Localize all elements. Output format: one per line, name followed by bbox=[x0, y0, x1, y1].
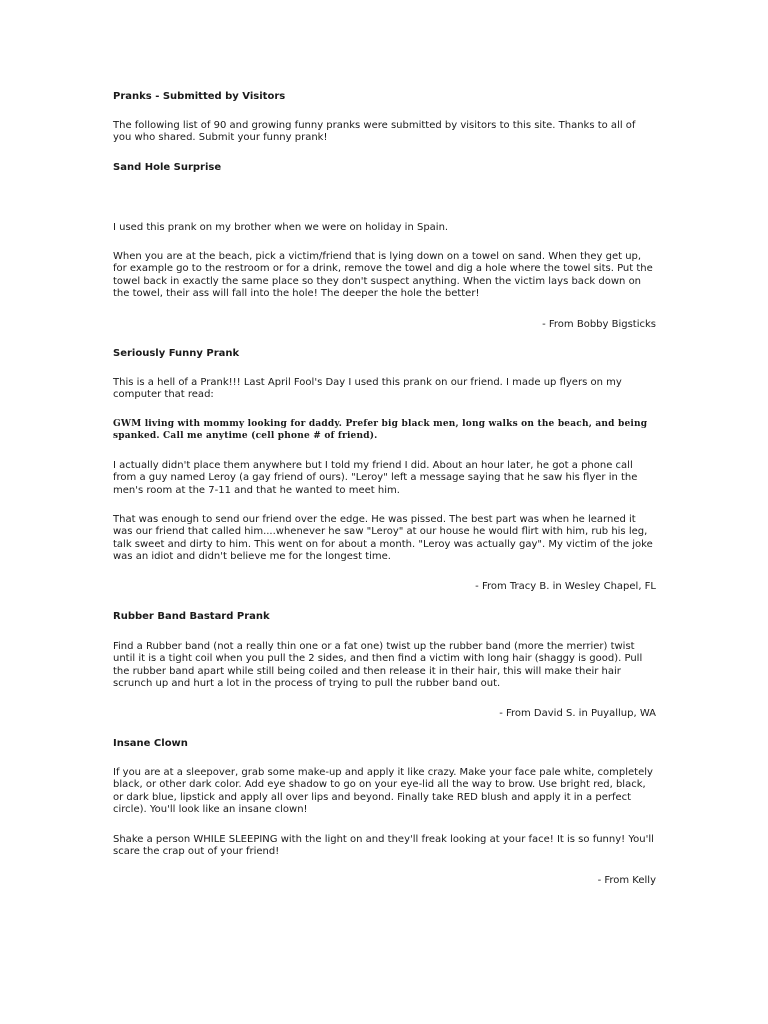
prank-paragraph: I used this prank on my brother when we were on holiday in Spain. bbox=[113, 222, 449, 233]
intro-paragraph: The following list of 90 and growing funny pranks were submitted by visitors to this site. Thanks to all of you who shared. Submit your funny prank! bbox=[113, 120, 636, 144]
prank-attribution: - From Kelly bbox=[597, 875, 656, 886]
page-title: Pranks - Submitted by Visitors bbox=[113, 91, 286, 102]
prank-title-rubber-band: Rubber Band Bastard Prank bbox=[113, 611, 270, 622]
prank-paragraph: Shake a person WHILE SLEEPING with the light on and they'll freak looking at your face! It is so funny! You'll scare the crap out of your friend! bbox=[113, 834, 654, 858]
prank-paragraph: This is a hell of a Prank!!! Last April Fool's Day I used this prank on our friend. I made up flyers on my computer that read: bbox=[113, 377, 622, 401]
prank-attribution: - From Bobby Bigsticks bbox=[542, 319, 656, 330]
prank-paragraph: That was enough to send our friend over the edge. He was pissed. The best part was when he learned it was our friend that called him....whenever he saw "Leroy" at our house he would flirt with him, rub his leg, talk sweet and dirty to him. This went on for about a month. "Leroy was actually gay". My victim of the joke was an idiot and didn't believe me for the longest time. bbox=[113, 514, 653, 563]
prank-title-insane-clown: Insane Clown bbox=[113, 738, 188, 749]
flyer-text: GWM living with mommy looking for daddy. Prefer big black men, long walks on the beach, and being spanked. Call me anytime (cell phone # of friend). bbox=[113, 419, 648, 442]
prank-attribution: - From David S. in Puyallup, WA bbox=[499, 708, 656, 719]
prank-attribution: - From Tracy B. in Wesley Chapel, FL bbox=[475, 581, 656, 592]
prank-paragraph: When you are at the beach, pick a victim/friend that is lying down on a towel on sand. When they get up, for example go to the restroom or for a drink, remove the towel and dig a hole where the towel sits. Put the towel back in exactly the same place so they don't suspect anything. When the victim lays back down on the towel, their ass will fall into the hole! The deeper the hole the better! bbox=[113, 251, 653, 300]
prank-paragraph: Find a Rubber band (not a really thin one or a fat one) twist up the rubber band (more the merrier) twist until it is a tight coil when you pull the 2 sides, and then find a victim with long hair (shaggy is good). Pull the rubber band apart while still being coiled and then release it in their hair, this will make their hair scrunch up and hurt a lot in the process of trying to pull the rubber band out. bbox=[113, 641, 643, 690]
prank-title-sand-hole: Sand Hole Surprise bbox=[113, 162, 222, 173]
prank-paragraph: If you are at a sleepover, grab some make-up and apply it like crazy. Make your face pale white, completely black, or other dark color. Add eye shadow to go on your eye-lid all the way to brow. Use bright red, black, or dark blue, lipstick and apply all over lips and beyond. Finally take RED blush and apply it in a perfect circle). You'll look like an insane clown! bbox=[113, 767, 653, 816]
prank-paragraph: I actually didn't place them anywhere but I told my friend I did. About an hour later, he got a phone call from a guy named Leroy (a gay friend of ours). "Leroy" left a message saying that he saw his flyer in the men's room at the 7-11 and that he wanted to meet him. bbox=[113, 460, 638, 496]
prank-title-seriously-funny: Seriously Funny Prank bbox=[113, 348, 240, 359]
